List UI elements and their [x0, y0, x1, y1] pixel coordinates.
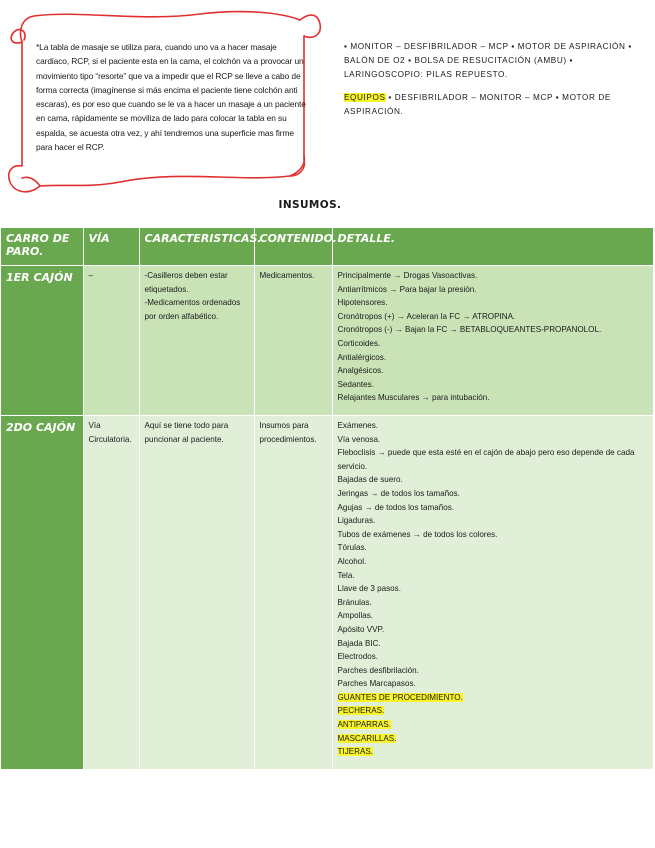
- cell-via: –: [83, 266, 139, 416]
- list-item: Principalmente → Drogas Vasoactivas.: [337, 271, 478, 280]
- list-item: Ligaduras.: [337, 516, 376, 526]
- highlighted-text: MASCARILLAS.: [337, 733, 397, 743]
- list-item: Fleboclisis → puede que esta esté en el cajón de abajo pero eso depende de cada servicio.: [337, 448, 635, 471]
- list-item: Hipotensores.: [337, 298, 388, 308]
- equipos-line: [344, 91, 644, 119]
- equipment-notes: [344, 40, 644, 128]
- list-item: Ampollas.: [337, 611, 374, 621]
- equipment-list: ▪ MONITOR – DESFIBRILADOR – MCP ▪ MOTOR DE ASPIRACIÓN ▪ BALÓN DE O2 ▪ BOLSA DE RESUCITACIÓN (AMBU) ▪ LARINGOSCOPIO: PILAS REPUESTO.: [344, 42, 632, 79]
- list-item: Parches desfibrilación.: [337, 665, 419, 675]
- list-item: Tela.: [337, 570, 355, 580]
- list-item: Aquí se tiene todo para puncionar al paciente.: [144, 421, 229, 444]
- list-item: Tórulas.: [337, 543, 367, 553]
- list-item: Vía venosa.: [337, 434, 381, 444]
- list-item: Analgésicos.: [337, 366, 384, 376]
- list-item: Tubos de exámenes → de todos los colores.: [337, 529, 498, 539]
- list-item: Antialérgicos.: [337, 352, 387, 362]
- header-via: VÍA: [83, 228, 139, 266]
- table-row: [1, 416, 653, 769]
- list-item: Relajantes Musculares → para intubación.: [337, 393, 490, 403]
- list-item: Bránulas.: [337, 597, 372, 607]
- cell-detalle: [332, 266, 653, 416]
- cell-contenido: Insumos para procedimientos.: [254, 416, 332, 769]
- cell-caracteristicas: [139, 416, 254, 769]
- list-item: Bajada BIC.: [337, 638, 381, 648]
- list-item: Antiarrítmicos → Para bajar la presión.: [337, 284, 477, 294]
- list-item: Bajadas de suero.: [337, 475, 403, 485]
- list-item: Jeringas → de todos los tamaños.: [337, 488, 460, 498]
- list-item-highlighted: [338, 745, 649, 759]
- scroll-note: [0, 0, 330, 210]
- highlighted-text: ANTIPARRAS.: [337, 720, 391, 730]
- row-label-2do-cajon: 2DO CAJÓN: [1, 416, 83, 769]
- list-item-highlighted: [338, 732, 649, 746]
- page-heading: INSUMOS.: [278, 199, 342, 211]
- list-item: Electrodos.: [337, 652, 378, 662]
- equipos-text: ▪ DESFIBRILADOR – MONITOR – MCP ▪ MOTOR DE ASPIRACIÓN.: [344, 93, 611, 116]
- list-item: Exámenes.: [337, 421, 378, 430]
- list-item: Apósito VVP.: [337, 624, 385, 634]
- cell-via: Vía Circulatoria.: [83, 416, 139, 769]
- list-item: Alcohol.: [337, 556, 367, 566]
- header-carro: CARRO DE PARO.: [1, 228, 83, 266]
- list-item: Cronótropos (-) → Bajan la FC → BETABLOQUEANTES-PROPANOLOL.: [337, 325, 602, 335]
- list-item: Agujas → de todos los tamaños.: [337, 502, 455, 512]
- table-row: [1, 266, 653, 416]
- list-item-highlighted: [338, 704, 649, 718]
- scroll-note-text: [36, 40, 312, 154]
- header-caracteristicas: CARACTERISTICAS.: [139, 228, 254, 266]
- list-item-highlighted: [338, 718, 649, 732]
- header-contenido: CONTENIDO.: [254, 228, 332, 266]
- insumos-table: [1, 228, 654, 769]
- list-item: -Casilleros deben estar etiquetados.: [144, 271, 228, 294]
- cell-contenido: Medicamentos.: [254, 266, 332, 416]
- scroll-note-paragraph: *La tabla de masaje se utiliza para, cuando uno va a hacer masaje cardiaco, RCP, si el paciente esta en la cama, el colchón va a provocar un movimiento tipo “resorte” que va a impedir que el RCP se lleve a cabo de forma correcta (imagínense si más encima el paciente tiene colchón anti escaras), es por eso que cuando se le va a hacer un masaje a un paciente en cama, rápidamente se moviliza de lado para colocar la tabla en su espalda, se acuesta otra vez, y ahí tendremos una superficie mas firme para hacer el RCP.: [36, 42, 306, 153]
- list-item-highlighted: [338, 691, 649, 705]
- highlighted-text: PECHERAS.: [337, 706, 385, 716]
- table-header-row: [1, 228, 653, 266]
- header-detalle: DETALLE.: [332, 228, 653, 266]
- list-item: Sedantes.: [337, 379, 374, 389]
- highlighted-text: TIJERAS.: [337, 747, 374, 757]
- list-item: Corticoides.: [337, 338, 381, 348]
- cell-caracteristicas: [139, 266, 254, 416]
- list-item: Parches Marcapasos.: [337, 679, 416, 689]
- list-item: Llave de 3 pasos.: [337, 584, 401, 594]
- list-item: Cronótropos (+) → Aceleran la FC → ATROPINA.: [337, 311, 516, 321]
- equipos-label: EQUIPOS: [344, 93, 386, 102]
- row-label-1er-cajon: 1ER CAJÓN: [1, 266, 83, 416]
- list-item: -Medicamentos ordenados por orden alfabético.: [144, 298, 241, 321]
- highlighted-text: GUANTES DE PROCEDIMIENTO.: [337, 692, 463, 702]
- cell-detalle: [332, 416, 653, 769]
